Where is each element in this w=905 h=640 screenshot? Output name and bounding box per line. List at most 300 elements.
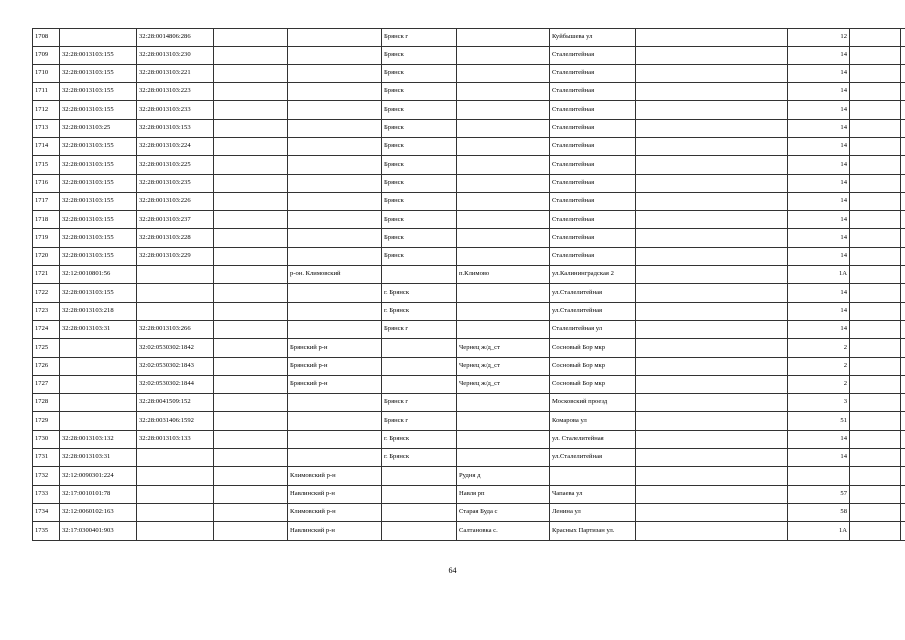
house-number: 58: [788, 503, 850, 521]
empty-cell: [214, 174, 288, 192]
empty-cell: [850, 46, 901, 64]
house-number: 12: [788, 29, 850, 47]
cadastral-number-parcel: 32:28:0013103:155: [60, 101, 137, 119]
table-row: [33, 101, 905, 119]
settlement: [457, 229, 550, 247]
house-number: 2: [788, 357, 850, 375]
city: Брянск: [382, 192, 457, 210]
empty-cell: [636, 339, 788, 357]
cadastral-number-parcel: 32:17:0010101:78: [60, 485, 137, 503]
empty-cell: [850, 247, 901, 265]
empty-cell: [214, 320, 288, 338]
street: ул.Сталелитейная: [550, 284, 636, 302]
settlement: [457, 247, 550, 265]
row-number: 1725: [33, 339, 60, 357]
table-row: [33, 522, 905, 540]
row-number: 1727: [33, 375, 60, 393]
street: Сталелитейная: [550, 64, 636, 82]
cadastral-number-object: 32:28:0031406:1592: [137, 412, 214, 430]
empty-cell: [214, 412, 288, 430]
house-number: 57: [788, 485, 850, 503]
empty-cell: [901, 284, 905, 302]
empty-cell: [901, 375, 905, 393]
row-number: 1713: [33, 119, 60, 137]
city: г. Брянск: [382, 449, 457, 467]
empty-cell: [214, 503, 288, 521]
street: [550, 467, 636, 485]
empty-cell: [636, 522, 788, 540]
house-number: 14: [788, 302, 850, 320]
city: [382, 467, 457, 485]
empty-cell: [214, 247, 288, 265]
house-number: 14: [788, 137, 850, 155]
settlement: [457, 302, 550, 320]
city: Брянск г: [382, 412, 457, 430]
empty-cell: [214, 229, 288, 247]
settlement: Салтановка с.: [457, 522, 550, 540]
city: Брянск: [382, 46, 457, 64]
empty-cell: [901, 522, 905, 540]
street: Сталелитейная: [550, 119, 636, 137]
empty-cell: [850, 522, 901, 540]
district: [288, 430, 382, 448]
empty-cell: [850, 320, 901, 338]
empty-cell: [636, 412, 788, 430]
empty-cell: [214, 522, 288, 540]
empty-cell: [901, 320, 905, 338]
cadastral-number-object: 32:28:0013103:230: [137, 46, 214, 64]
cadastral-number-object: 32:02:0530302:1842: [137, 339, 214, 357]
cadastral-number-parcel: 32:28:0013103:31: [60, 320, 137, 338]
cadastral-number-object: 32:28:0013103:237: [137, 211, 214, 229]
empty-cell: [901, 449, 905, 467]
empty-cell: [214, 156, 288, 174]
row-number: 1719: [33, 229, 60, 247]
cadastral-number-parcel: [60, 29, 137, 47]
table-row: [33, 394, 905, 412]
district: [288, 29, 382, 47]
settlement: [457, 211, 550, 229]
empty-cell: [850, 412, 901, 430]
empty-cell: [636, 211, 788, 229]
cadastral-number-parcel: 32:28:0013103:155: [60, 284, 137, 302]
city: Брянск: [382, 137, 457, 155]
empty-cell: [214, 119, 288, 137]
house-number: 14: [788, 192, 850, 210]
empty-cell: [901, 302, 905, 320]
row-number: 1718: [33, 211, 60, 229]
empty-cell: [901, 412, 905, 430]
empty-cell: [901, 156, 905, 174]
house-number: 14: [788, 64, 850, 82]
cadastral-number-object: 32:02:0530302:1844: [137, 375, 214, 393]
district: [288, 137, 382, 155]
district: Климовский р-н: [288, 503, 382, 521]
table-row: [33, 29, 905, 47]
settlement: Чернец ж/д_ст: [457, 357, 550, 375]
cadastral-number-parcel: 32:28:0013103:155: [60, 247, 137, 265]
cadastral-number-parcel: 32:28:0013103:218: [60, 302, 137, 320]
table-row: [33, 449, 905, 467]
table-row: [33, 119, 905, 137]
empty-cell: [850, 174, 901, 192]
district: [288, 156, 382, 174]
empty-cell: [214, 449, 288, 467]
table-row: [33, 229, 905, 247]
district: [288, 83, 382, 101]
district: Навлинский р-н: [288, 522, 382, 540]
district: [288, 101, 382, 119]
street: Чапаева ул: [550, 485, 636, 503]
empty-cell: [850, 503, 901, 521]
street: Сталелитейная: [550, 101, 636, 119]
table-row: [33, 284, 905, 302]
cadastral-number-object: 32:28:0013103:224: [137, 137, 214, 155]
district: Брянский р-н: [288, 339, 382, 357]
city: [382, 357, 457, 375]
cadastral-number-parcel: [60, 339, 137, 357]
empty-cell: [850, 357, 901, 375]
empty-cell: [850, 266, 901, 284]
cadastral-number-object: [137, 302, 214, 320]
settlement: [457, 192, 550, 210]
street: Комарова ул: [550, 412, 636, 430]
settlement: Чернец ж/д_ст: [457, 339, 550, 357]
settlement: [457, 284, 550, 302]
empty-cell: [636, 357, 788, 375]
street: Сталелитейная: [550, 156, 636, 174]
row-number: 1717: [33, 192, 60, 210]
district: [288, 247, 382, 265]
table-row: [33, 302, 905, 320]
city: г. Брянск: [382, 302, 457, 320]
empty-cell: [850, 302, 901, 320]
empty-cell: [636, 449, 788, 467]
row-number: 1709: [33, 46, 60, 64]
house-number: 14: [788, 247, 850, 265]
page-number: 64: [448, 566, 457, 575]
settlement: [457, 29, 550, 47]
row-number: 1708: [33, 29, 60, 47]
settlement: Чернец ж/д_ст: [457, 375, 550, 393]
empty-cell: [901, 485, 905, 503]
empty-cell: [850, 430, 901, 448]
street: Сталелитейная: [550, 83, 636, 101]
table-row: [33, 375, 905, 393]
table-row: [33, 192, 905, 210]
row-number: 1724: [33, 320, 60, 338]
settlement: [457, 101, 550, 119]
empty-cell: [214, 357, 288, 375]
cadastral-number-parcel: 32:28:0013103:155: [60, 64, 137, 82]
empty-cell: [214, 302, 288, 320]
empty-cell: [214, 467, 288, 485]
empty-cell: [636, 64, 788, 82]
settlement: п.Климово: [457, 266, 550, 284]
cadastral-number-parcel: 32:17:0300401:903: [60, 522, 137, 540]
empty-cell: [850, 284, 901, 302]
table-row: [33, 211, 905, 229]
cadastral-number-object: 32:28:0013103:229: [137, 247, 214, 265]
district: [288, 174, 382, 192]
cadastral-number-parcel: 32:28:0013103:132: [60, 430, 137, 448]
table-row: [33, 412, 905, 430]
records-table: [32, 28, 905, 541]
city: Брянск: [382, 174, 457, 192]
city: Брянск г: [382, 29, 457, 47]
settlement: [457, 174, 550, 192]
district: Брянский р-н: [288, 375, 382, 393]
table-row: [33, 156, 905, 174]
cadastral-number-parcel: 32:28:0013103:155: [60, 192, 137, 210]
district: Климовский р-н: [288, 467, 382, 485]
house-number: 14: [788, 430, 850, 448]
cadastral-number-object: [137, 284, 214, 302]
city: г. Брянск: [382, 430, 457, 448]
city: [382, 522, 457, 540]
empty-cell: [901, 101, 905, 119]
street: Сталелитейная: [550, 247, 636, 265]
district: [288, 229, 382, 247]
empty-cell: [901, 247, 905, 265]
house-number: 51: [788, 412, 850, 430]
empty-cell: [901, 64, 905, 82]
table-row: [33, 467, 905, 485]
district: [288, 302, 382, 320]
house-number: 14: [788, 119, 850, 137]
empty-cell: [901, 119, 905, 137]
empty-cell: [850, 467, 901, 485]
city: [382, 503, 457, 521]
empty-cell: [850, 83, 901, 101]
row-number: 1723: [33, 302, 60, 320]
empty-cell: [636, 503, 788, 521]
row-number: 1733: [33, 485, 60, 503]
city: Брянск: [382, 64, 457, 82]
house-number: 14: [788, 156, 850, 174]
empty-cell: [636, 485, 788, 503]
district: [288, 192, 382, 210]
empty-cell: [850, 229, 901, 247]
cadastral-number-parcel: [60, 375, 137, 393]
house-number: 1А: [788, 522, 850, 540]
city: Брянск: [382, 101, 457, 119]
empty-cell: [850, 339, 901, 357]
cadastral-number-object: 32:28:0013103:153: [137, 119, 214, 137]
empty-cell: [636, 229, 788, 247]
table-row: [33, 430, 905, 448]
empty-cell: [901, 357, 905, 375]
empty-cell: [901, 430, 905, 448]
empty-cell: [850, 192, 901, 210]
cadastral-number-object: 32:28:0041509:152: [137, 394, 214, 412]
empty-cell: [850, 137, 901, 155]
settlement: [457, 430, 550, 448]
cadastral-number-object: [137, 467, 214, 485]
empty-cell: [901, 211, 905, 229]
city: Брянск г: [382, 394, 457, 412]
cadastral-number-object: [137, 266, 214, 284]
table-row: [33, 266, 905, 284]
row-number: 1732: [33, 467, 60, 485]
table-row: [33, 64, 905, 82]
district: [288, 46, 382, 64]
table-row: [33, 83, 905, 101]
district: р-он. Климовский: [288, 266, 382, 284]
empty-cell: [850, 375, 901, 393]
empty-cell: [850, 394, 901, 412]
cadastral-number-object: 32:28:0013103:226: [137, 192, 214, 210]
empty-cell: [636, 156, 788, 174]
house-number: 14: [788, 101, 850, 119]
city: [382, 485, 457, 503]
cadastral-number-object: 32:28:0014806:286: [137, 29, 214, 47]
empty-cell: [636, 375, 788, 393]
empty-cell: [901, 503, 905, 521]
street: Сталелитейная: [550, 137, 636, 155]
row-number: 1726: [33, 357, 60, 375]
empty-cell: [901, 46, 905, 64]
empty-cell: [850, 64, 901, 82]
house-number: 14: [788, 83, 850, 101]
table-row: [33, 137, 905, 155]
cadastral-number-parcel: 32:12:0060102:163: [60, 503, 137, 521]
house-number: 2: [788, 339, 850, 357]
row-number: 1729: [33, 412, 60, 430]
empty-cell: [850, 485, 901, 503]
settlement: [457, 320, 550, 338]
settlement: [457, 46, 550, 64]
row-number: 1731: [33, 449, 60, 467]
empty-cell: [850, 29, 901, 47]
district: [288, 394, 382, 412]
empty-cell: [901, 266, 905, 284]
empty-cell: [901, 174, 905, 192]
street: Сталелитейная: [550, 192, 636, 210]
empty-cell: [901, 29, 905, 47]
row-number: 1728: [33, 394, 60, 412]
empty-cell: [636, 174, 788, 192]
row-number: 1716: [33, 174, 60, 192]
cadastral-number-object: [137, 522, 214, 540]
city: Брянск: [382, 211, 457, 229]
district: [288, 449, 382, 467]
empty-cell: [214, 46, 288, 64]
empty-cell: [636, 302, 788, 320]
street: Куйбышева ул: [550, 29, 636, 47]
street: ул. Сталелитейная: [550, 430, 636, 448]
cadastral-number-object: [137, 485, 214, 503]
empty-cell: [636, 467, 788, 485]
cadastral-number-parcel: [60, 357, 137, 375]
cadastral-number-object: 32:28:0013103:223: [137, 83, 214, 101]
cadastral-number-object: 32:28:0013103:221: [137, 64, 214, 82]
city: Брянск: [382, 83, 457, 101]
settlement: [457, 394, 550, 412]
settlement: [457, 449, 550, 467]
empty-cell: [214, 83, 288, 101]
cadastral-number-object: 32:28:0013103:228: [137, 229, 214, 247]
city: [382, 375, 457, 393]
settlement: [457, 137, 550, 155]
street: ул.Сталелитейная: [550, 449, 636, 467]
row-number: 1734: [33, 503, 60, 521]
empty-cell: [850, 211, 901, 229]
district: [288, 284, 382, 302]
street: Сосновый Бор мкр: [550, 339, 636, 357]
district: [288, 412, 382, 430]
cadastral-number-parcel: 32:28:0013103:155: [60, 137, 137, 155]
settlement: Навля рп: [457, 485, 550, 503]
street: Московский проезд: [550, 394, 636, 412]
cadastral-number-parcel: 32:28:0013103:25: [60, 119, 137, 137]
cadastral-number-parcel: [60, 394, 137, 412]
empty-cell: [636, 266, 788, 284]
cadastral-number-parcel: 32:28:0013103:155: [60, 46, 137, 64]
row-number: 1722: [33, 284, 60, 302]
empty-cell: [636, 119, 788, 137]
house-number: 14: [788, 449, 850, 467]
empty-cell: [636, 192, 788, 210]
cadastral-number-parcel: 32:12:0090301:224: [60, 467, 137, 485]
city: г. Брянск: [382, 284, 457, 302]
house-number: 1А: [788, 266, 850, 284]
empty-cell: [636, 320, 788, 338]
street: ул.Калининградская 2: [550, 266, 636, 284]
empty-cell: [636, 430, 788, 448]
city: Брянск: [382, 156, 457, 174]
city: [382, 266, 457, 284]
empty-cell: [901, 394, 905, 412]
settlement: [457, 119, 550, 137]
empty-cell: [214, 375, 288, 393]
street: Сталелитейная: [550, 174, 636, 192]
empty-cell: [214, 430, 288, 448]
empty-cell: [850, 449, 901, 467]
cadastral-number-parcel: 32:28:0013103:155: [60, 229, 137, 247]
row-number: 1720: [33, 247, 60, 265]
house-number: 14: [788, 46, 850, 64]
settlement: [457, 64, 550, 82]
house-number: 3: [788, 394, 850, 412]
row-number: 1710: [33, 64, 60, 82]
street: Сталелитейная: [550, 229, 636, 247]
empty-cell: [636, 101, 788, 119]
empty-cell: [850, 156, 901, 174]
street: Сталелитейная ул: [550, 320, 636, 338]
empty-cell: [901, 339, 905, 357]
cadastral-number-object: 32:28:0013103:133: [137, 430, 214, 448]
cadastral-number-object: [137, 449, 214, 467]
street: ул.Сталелитейная: [550, 302, 636, 320]
house-number: [788, 467, 850, 485]
row-number: 1712: [33, 101, 60, 119]
empty-cell: [636, 394, 788, 412]
cadastral-number-object: 32:28:0013103:233: [137, 101, 214, 119]
settlement: Старая Буда с: [457, 503, 550, 521]
cadastral-number-parcel: [60, 412, 137, 430]
cadastral-number-parcel: 32:28:0013103:31: [60, 449, 137, 467]
cadastral-number-object: 32:28:0013103:235: [137, 174, 214, 192]
empty-cell: [636, 137, 788, 155]
district: Брянский р-н: [288, 357, 382, 375]
empty-cell: [850, 101, 901, 119]
empty-cell: [214, 137, 288, 155]
empty-cell: [901, 467, 905, 485]
empty-cell: [636, 247, 788, 265]
cadastral-number-parcel: 32:28:0013103:155: [60, 211, 137, 229]
row-number: 1730: [33, 430, 60, 448]
